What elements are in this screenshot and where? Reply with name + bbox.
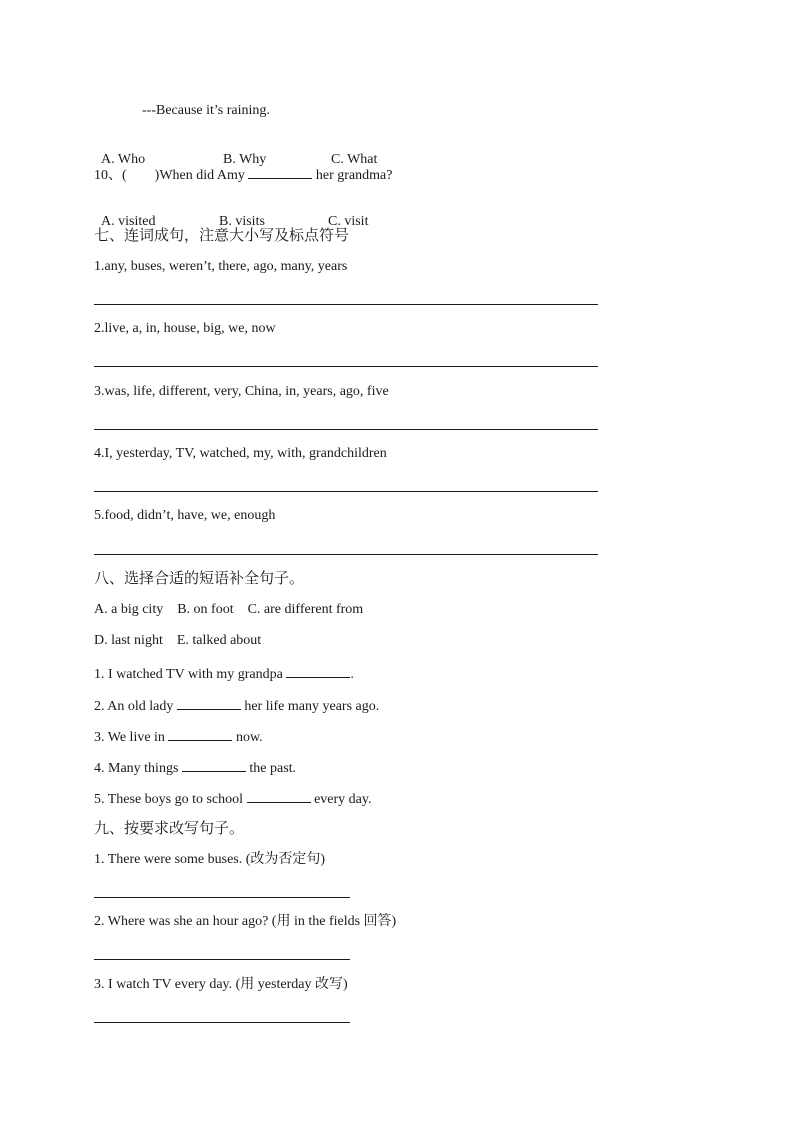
item-text: 2. An old lady: [94, 699, 177, 714]
fill-blank[interactable]: [168, 726, 232, 741]
q10-option-b: B. visits: [219, 214, 265, 229]
item-text: her life many years ago.: [240, 699, 380, 714]
answer-line-9-2[interactable]: [94, 959, 350, 960]
answer-line-9-3[interactable]: [94, 1022, 350, 1023]
answer-line-9-1[interactable]: [94, 897, 350, 898]
section9-item-3: 3. I watch TV every day. (用 yesterday 改写): [94, 977, 348, 992]
fill-blank[interactable]: [286, 663, 350, 678]
section8-options-row1: A. a big city B. on foot C. are different from: [94, 602, 364, 617]
section9-item-2: 2. Where was she an hour ago? (用 in the fields 回答): [94, 914, 397, 929]
section8-item-1: [94, 663, 354, 684]
section8-item-4: [94, 757, 296, 778]
section7-item-1: 1.any, buses, weren’t, there, ago, many, years: [94, 259, 348, 274]
q10-prefix: 10、( )When did Amy: [94, 168, 249, 183]
section8-item-2: [94, 695, 379, 716]
fill-blank[interactable]: [177, 695, 241, 710]
item-text: .: [350, 667, 354, 682]
q10-suffix: her grandma?: [312, 168, 393, 183]
fill-blank[interactable]: [247, 788, 311, 803]
answer-line-7-4[interactable]: [94, 491, 598, 492]
section7-item-3: 3.was, life, different, very, China, in, years, ago, five: [94, 384, 389, 399]
q9-option-b: B. Why: [223, 152, 267, 167]
q10-option-a: A. visited: [101, 214, 156, 229]
q10-blank[interactable]: [248, 164, 312, 179]
section9-heading: 九、按要求改写句子。: [94, 819, 245, 837]
q10-question: [94, 164, 392, 185]
item-text: 3. We live in: [94, 730, 169, 745]
section7-heading: 七、连词成句，注意大小写及标点符号: [94, 226, 350, 244]
section8-item-5: [94, 788, 371, 809]
item-text: every day.: [310, 792, 372, 807]
q10-option-c: C. visit: [328, 214, 369, 229]
item-text: the past.: [245, 761, 297, 776]
section7-item-5: 5.food, didn’t, have, we, enough: [94, 508, 276, 523]
section7-item-4: 4.I, yesterday, TV, watched, my, with, grandchildren: [94, 446, 387, 461]
section8-heading: 八、选择合适的短语补全句子。: [94, 569, 305, 587]
section9-item-1: 1. There were some buses. (改为否定句): [94, 852, 326, 867]
q9-option-a: A. Who: [101, 152, 146, 167]
section7-item-2: 2.live, a, in, house, big, we, now: [94, 321, 276, 336]
q9-answer-line: ---Because it’s raining.: [142, 103, 270, 118]
item-text: 1. I watched TV with my grandpa: [94, 667, 287, 682]
section8-options-row2: D. last night E. talked about: [94, 633, 262, 648]
answer-line-7-5[interactable]: [94, 554, 598, 555]
answer-line-7-1[interactable]: [94, 304, 598, 305]
answer-line-7-3[interactable]: [94, 429, 598, 430]
item-text: now.: [232, 730, 263, 745]
answer-line-7-2[interactable]: [94, 366, 598, 367]
item-text: 5. These boys go to school: [94, 792, 247, 807]
q9-option-c: C. What: [331, 152, 378, 167]
section8-item-3: [94, 726, 263, 747]
item-text: 4. Many things: [94, 761, 182, 776]
fill-blank[interactable]: [182, 757, 246, 772]
